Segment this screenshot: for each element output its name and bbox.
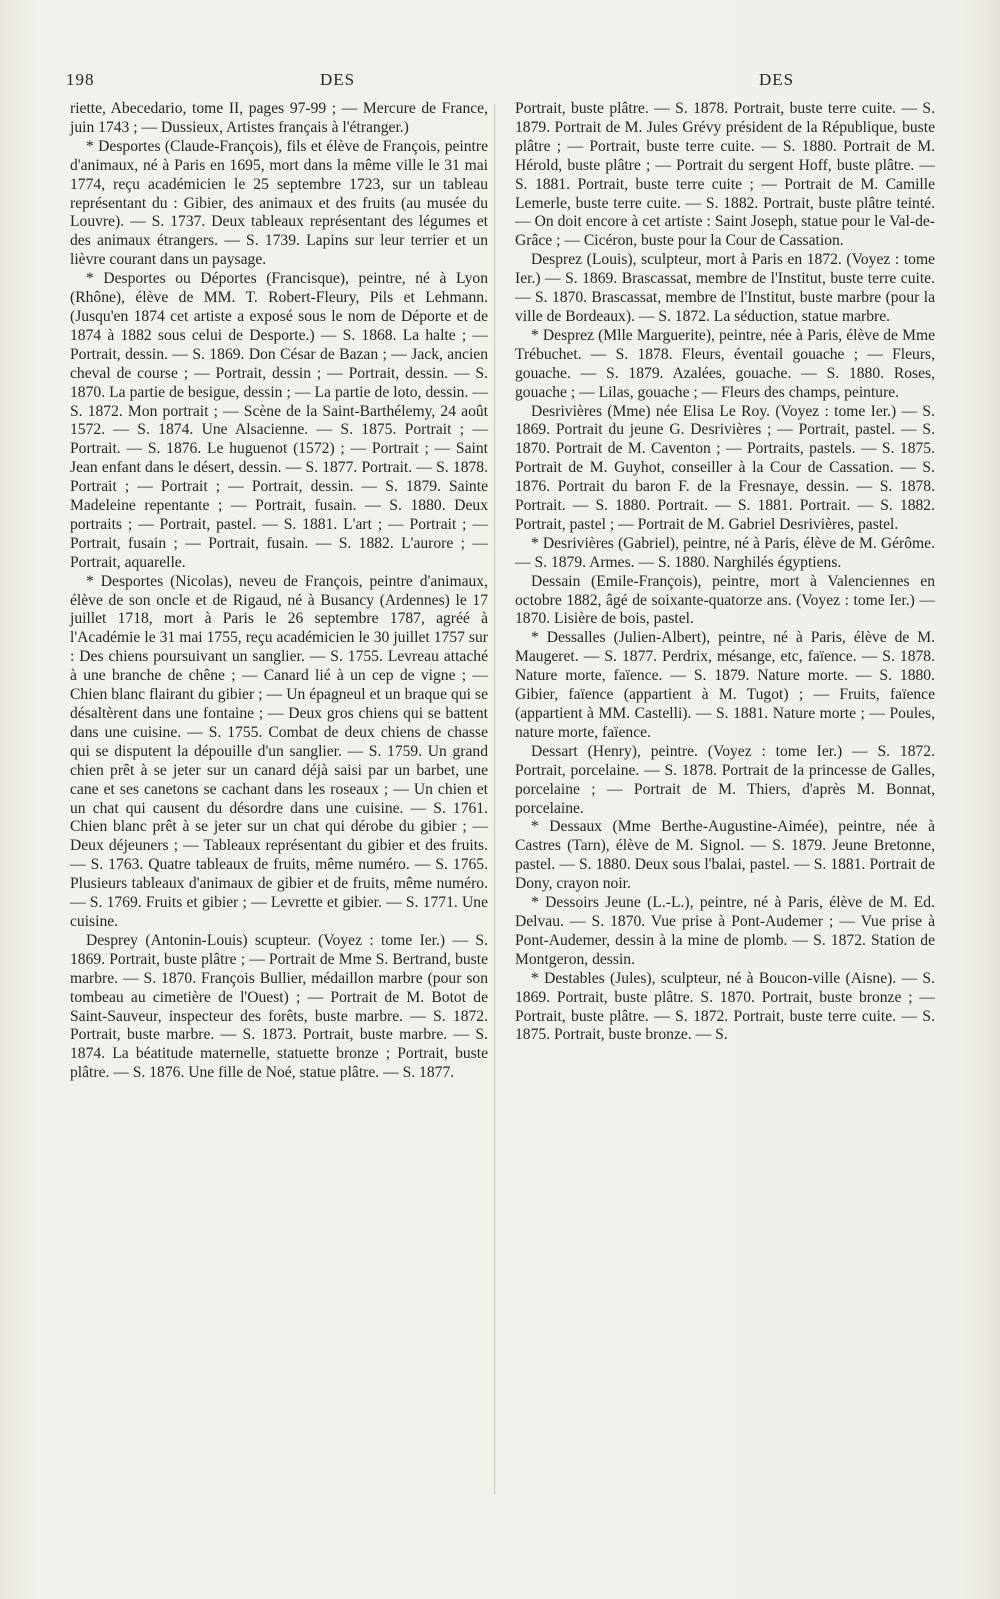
column-divider (494, 104, 495, 1494)
left-entry-4: Desprey (Antonin-Louis) scupteur. (Voyez : tome Ier.) — S. 1869. Portrait, buste plâtre ; — Portrait de Mme S. Bertrand, buste marbre. — S. 1870. François Bullier, médaillon marbre (pour son tombeau au cimetière de l'Ouest) ; — Portrait de M. Botot de Saint-Sauveur, inspecteur des forêts, buste marbre. — S. 1872. Portrait, buste marbre. — S. 1873. Portrait, buste marbre. — S. 1874. La béatitude maternelle, statuette bronze ; Portrait, buste plâtre. — S. 1876. Une fille de Noé, statue plâtre. — S. 1877. (70, 931, 488, 1082)
right-entry-8: * Dessaux (Mme Berthe-Augustine-Aimée), peintre, née à Castres (Tarn), élève de M. Signol. — S. 1879. Jeune Bretonne, pastel. — S. 1880. Deux sous l'balai, pastel. — S. 1881. Portrait de Dony, crayon noir. (515, 818, 935, 893)
right-entry-10: * Destables (Jules), sculpteur, né à Boucon-ville (Aisne). — S. 1869. Portrait, buste plâtre. S. 1870. Portrait, buste bronze ; — Portrait, buste plâtre. — S. 1872. Portrait, buste terre cuite. — S. 1875. Portrait, buste bronze. — S. (515, 969, 935, 1044)
page-header (64, 64, 939, 94)
right-entry-2: * Desprez (Mlle Marguerite), peintre, née à Paris, élève de Mme Trébuchet. — S. 1878. Fleurs, éventail gouache ; — Fleurs, gouache. — S. 1879. Azalées, gouache. — S. 1880. Roses, gouache ; — Lilas, gouache ; — Fleurs des champs, peinture. (515, 326, 935, 401)
left-entry-1: * Desportes (Claude-François), fils et élève de François, peintre d'animaux, né à Paris en 1695, mort dans la même ville le 31 mai 1774, reçu académicien le 25 septembre 1723, sur un tableau représentant du : Gibier, des animaux et des fruits (au musée du Louvre). — S. 1737. Deux tableaux représentant des légumes et des animaux étrangers. — S. 1739. Lapins sur leur terrier et un lièvre courant dans un paysage. (70, 137, 488, 269)
running-head-left: DES (320, 70, 356, 89)
right-entry-0: Portrait, buste plâtre. — S. 1878. Portrait, buste terre cuite. — S. 1879. Portrait de M. Jules Grévy président de la République, buste plâtre ; — Portrait, buste terre cuite. — S. 1880. Portrait de M. Hérold, buste plâtre ; — Portrait du sergent Hoff, buste plâtre. — S. 1881. Portrait, buste terre cuite ; — Portrait de M. Camille Lemerle, buste terre cuite. — S. 1882. Portrait, buste plâtre teinté. — On doit encore à cet artiste : Saint Joseph, statue pour le Val-de-Grâce ; — Cicéron, buste pour la Cour de Cassation. (515, 100, 935, 250)
right-entry-4: * Desrivières (Gabriel), peintre, né à Paris, élève de M. Gérôme. — S. 1879. Armes. — S. 1880. Narghilés égyptiens. (515, 534, 935, 571)
page-number: 198 (66, 70, 95, 89)
right-entry-1: Desprez (Louis), sculpteur, mort à Paris en 1872. (Voyez : tome Ier.) — S. 1869. Brascassat, membre de l'Institut, buste terre cuite. — S. 1870. Brascassat, membre de l'Institut, buste marbre (pour la ville de Bordeaux). — S. 1872. La séduction, statue marbre. (515, 251, 935, 325)
left-entry-0: riette, Abecedario, tome II, pages 97-99 ; — Mercure de France, juin 1743 ; — Dussieux, Artistes français à l'étranger.) (70, 100, 488, 136)
running-head-right: DES (759, 70, 795, 89)
right-entry-5: Dessain (Emile-François), peintre, mort à Valenciennes en octobre 1882, âgé de soixante-quatorze ans. (Voyez : tome Ier.) — 1870. Lisière de bois, pastel. (515, 572, 935, 628)
left-entry-3: * Desportes (Nicolas), neveu de François, peintre d'animaux, élève de son oncle et de Rigaud, né à Busancy (Ardennes) le 17 juillet 1718, mort à Paris le 26 septembre 1787, agréé à l'Académie le 31 mai 1755, reçu académicien le 30 juillet 1757 sur : Des chiens poursuivant un sanglier. — S. 1755. Levreau attaché à une branche de chêne ; — Canard lié à un cep de vigne ; — Chien blanc flairant du gibier ; — Un épagneul et un braque qui se désaltèrent dans une fontaine ; — Deux gros chiens qui se battent dans une cuisine. — S. 1755. Combat de deux chiens de chasse qui se disputent la dépouille d'un sanglier. — S. 1759. Un grand chien prêt à se jeter sur un canard déjà saisi par un barbet, une cane et ses canetons se cachant dans les roseaux ; — Un chien et un chat qui causent du désordre dans une cuisine. — S. 1761. Chien blanc prêt à se jeter sur un chat qui dérobe du gibier ; — Deux déjeuners ; — Tableaux représentant du gibier et des fruits. — S. 1763. Quatre tableaux de fruits, même numéro. — S. 1765. Plusieurs tableaux d'animaux de gibier et de fruits, même numéro. — S. 1769. Fruits et gibier ; — Levrette et gibier. — S. 1771. Une cuisine. (70, 572, 488, 930)
left-entry-2: * Desportes ou Déportes (Francisque), peintre, né à Lyon (Rhône), élève de MM. T. Robert-Fleury, Pils et Lehmann. (Jusqu'en 1874 cet artiste a exposé sous le nom de Déporte et de 1874 à 1882 sous celui de Desporte.) — S. 1868. La halte ; — Portrait, dessin. — S. 1869. Don César de Bazan ; — Jack, ancien cheval de course ; — Portrait, dessin ; — Portrait, dessin. — S. 1870. La partie de besigue, dessin ; — La partie de loto, dessin. — S. 1872. Mon portrait ; — Scène de la Saint-Barthélemy, 24 août 1572. — S. 1874. Une Alsacienne. — S. 1875. Portrait ; — Portrait. — S. 1876. Le huguenot (1572) ; — Portrait ; — Saint Jean enfant dans le désert, dessin. — S. 1877. Portrait. — S. 1878. Portrait ; — Portrait ; — Portrait, dessin. — S. 1879. Sainte Madeleine repentante ; — Portrait, fusain. — S. 1880. Deux portraits ; — Portrait, pastel. — S. 1881. L'art ; — Portrait ; — Portrait, fusain ; — Portrait, fusain. — S. 1882. L'aurore ; — Portrait, aquarelle. (70, 270, 488, 571)
right-entry-6: * Dessalles (Julien-Albert), peintre, né à Paris, élève de M. Maugeret. — S. 1877. Perdrix, mésange, etc, faïence. — S. 1878. Nature morte, faïence. — S. 1879. Nature morte. — S. 1880. Gibier, faïence (appartient à M. Tugot) ; — Fruits, faïence (appartient à MM. Castelli). — S. 1881. Nature morte ; — Poules, nature morte, faïence. (515, 629, 935, 741)
left-column (70, 100, 488, 1083)
right-entry-7: Dessart (Henry), peintre. (Voyez : tome Ier.) — S. 1872. Portrait, porcelaine. — S. 1878. Portrait de la princesse de Galles, porcelaine ; — Portrait de M. Thiers, d'après M. Bonnat, porcelaine. (515, 742, 935, 817)
right-entry-3: Desrivières (Mme) née Elisa Le Roy. (Voyez : tome Ier.) — S. 1869. Portrait du jeune G. Desrivières ; — Portrait, pastel. — S. 1870. Portrait de M. Caventon ; — Portraits, pastels. — S. 1875. Portrait de M. Guyhot, conseiller à la Cour de Cassation. — S. 1876. Portrait du baron F. de la Fresnaye, dessin. — S. 1878. Portrait. — S. 1880. Portrait. — S. 1881. Portrait. — S. 1882. Portrait, pastel ; — Portrait de M. Gabriel Desrivières, pastel. (515, 402, 935, 533)
right-column (515, 100, 935, 1045)
right-entry-9: * Dessoirs Jeune (L.-L.), peintre, né à Paris, élève de M. Ed. Delvau. — S. 1870. Vue prise à Pont-Audemer ; — Vue prise à Pont-Audemer, dessin à la mine de plomb. — S. 1872. Station de Montgeron, dessin. (515, 894, 935, 968)
